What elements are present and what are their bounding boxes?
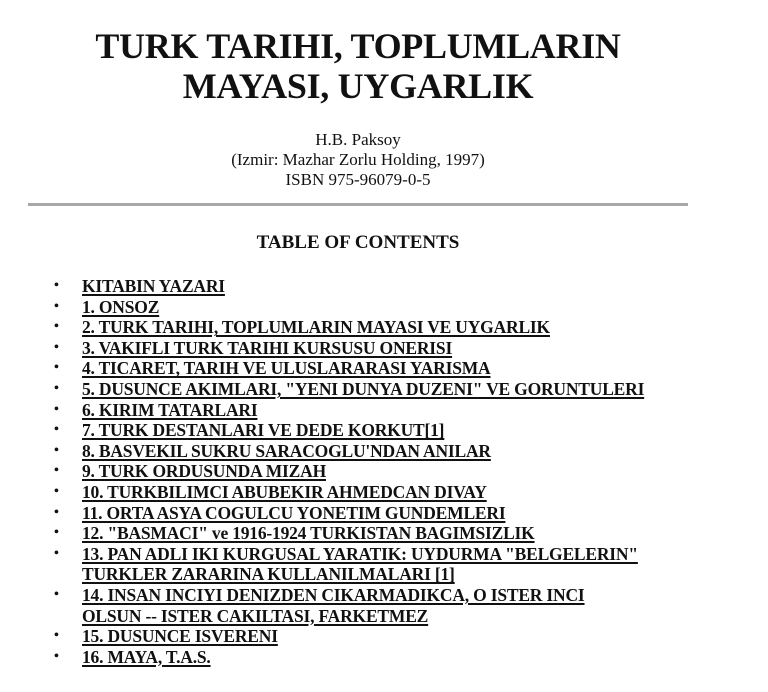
toc-link-chapter-16[interactable]: 16. MAYA, T.A.S. (82, 646, 211, 667)
toc-link-chapter-7[interactable]: 7. TURK DESTANLARI VE DEDE KORKUT[1] (82, 420, 445, 441)
bullet-icon: • (54, 586, 59, 602)
bullet-icon: • (54, 380, 59, 396)
toc-item (0, 441, 760, 462)
toc-item (0, 297, 760, 318)
table-of-contents (0, 276, 760, 667)
toc-link-chapter-10[interactable]: 10. TURKBILIMCI ABUBEKIR AHMEDCAN DIVAY (82, 481, 487, 502)
horizontal-divider (28, 203, 688, 206)
bullet-icon: • (54, 483, 59, 499)
toc-item (0, 276, 760, 297)
bullet-icon: • (54, 648, 59, 664)
toc-item (0, 379, 760, 400)
toc-link-chapter-4[interactable]: 4. TICARET, TARIH VE ULUSLARARASI YARISMA (82, 358, 491, 379)
toc-item (0, 400, 760, 421)
toc-item (0, 647, 760, 668)
bullet-icon: • (54, 545, 59, 561)
toc-item (0, 523, 760, 544)
bullet-icon: • (54, 339, 59, 355)
title-line-1: TURK TARIHI, TOPLUMLARIN (95, 26, 621, 66)
bullet-icon: • (54, 422, 59, 438)
author: H.B. Paksoy (315, 130, 401, 149)
toc-item (0, 585, 760, 626)
toc-link-chapter-12[interactable]: 12. "BASMACI" ve 1916-1924 TURKISTAN BAGIMSIZLIK (82, 523, 535, 544)
bullet-icon: • (54, 525, 59, 541)
toc-link-chapter-11[interactable]: 11. ORTA ASYA COGULCU YONETIM GUNDEMLERI (82, 502, 506, 523)
toc-link-chapter-15[interactable]: 15. DUSUNCE ISVERENI (82, 626, 278, 647)
title-line-2: MAYASI, UYGARLIK (182, 66, 534, 106)
bullet-icon: • (54, 298, 59, 314)
toc-item (0, 461, 760, 482)
publisher: (Izmir: Mazhar Zorlu Holding, 1997) (231, 150, 485, 169)
bullet-icon: • (54, 319, 59, 335)
toc-item (0, 626, 760, 647)
toc-item (0, 358, 760, 379)
toc-link-chapter-5[interactable]: 5. DUSUNCE AKIMLARI, "YENI DUNYA DUZENI" VE GORUNTULERI (82, 378, 645, 399)
toc-link-onsoz[interactable]: 1. ONSOZ (82, 296, 160, 317)
bullet-icon: • (54, 401, 59, 417)
toc-link-chapter-9[interactable]: 9. TURK ORDUSUNDA MIZAH (82, 461, 326, 482)
toc-item (0, 482, 760, 503)
isbn: ISBN 975-96079-0-5 (285, 170, 431, 189)
toc-link-kitabin-yazari[interactable]: KITABIN YAZARI (82, 276, 225, 296)
bullet-icon: • (54, 463, 59, 479)
toc-link-line-2: TURKLER ZARARINA KULLANILMALARI [1] (82, 564, 455, 585)
bullet-icon: • (54, 442, 59, 458)
toc-link-chapter-6[interactable]: 6. KIRIM TATARLARI (82, 399, 258, 420)
toc-link-chapter-8[interactable]: 8. BASVEKIL SUKRU SARACOGLU'NDAN ANILAR (82, 440, 491, 461)
toc-link-chapter-3[interactable]: 3. VAKIFLI TURK TARIHI KURSUSU ONERISI (82, 337, 453, 358)
toc-link-line-1: 13. PAN ADLI IKI KURGUSAL YARATIK: UYDURMA "BELGELERIN" (82, 543, 638, 564)
publication-info (28, 130, 688, 190)
bullet-icon: • (54, 360, 59, 376)
toc-link-line-2: OLSUN -- ISTER CAKILTASI, FARKETMEZ (82, 605, 429, 626)
toc-link-chapter-14[interactable] (82, 585, 585, 626)
toc-item (0, 317, 760, 338)
bullet-icon: • (54, 504, 59, 520)
document-title (28, 26, 688, 106)
toc-link-chapter-13[interactable] (82, 544, 638, 585)
toc-item (0, 338, 760, 359)
toc-link-chapter-2[interactable]: 2. TURK TARIHI, TOPLUMLARIN MAYASI VE UYGARLIK (82, 317, 550, 338)
toc-heading: TABLE OF CONTENTS (256, 232, 460, 253)
toc-item (0, 503, 760, 524)
toc-item (0, 544, 760, 585)
bullet-icon: • (54, 278, 59, 293)
toc-link-line-1: 14. INSAN INCIYI DENIZDEN CIKARMADIKCA, O ISTER INCI (82, 584, 585, 605)
bullet-icon: • (54, 628, 59, 644)
toc-item (0, 420, 760, 441)
